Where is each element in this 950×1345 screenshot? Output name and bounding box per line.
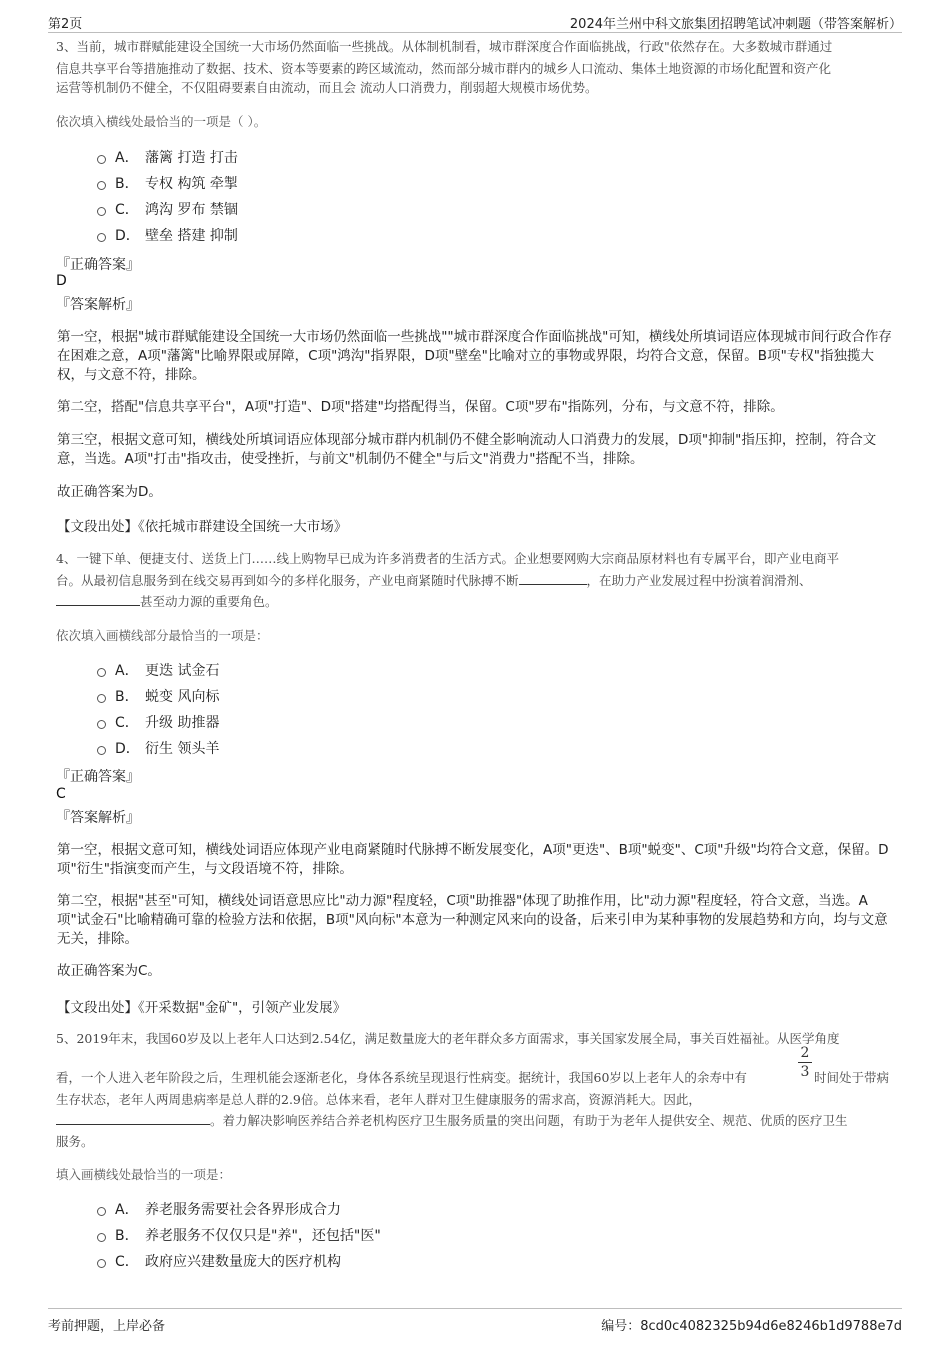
q3-stem-line2: 信息共享平台等措施推动了数据、技术、资本等要素的跨区域流动，然而部分城市群内的城乡人口流动、集体土地资源的市场化配置和资产化 — [56, 61, 832, 76]
q4-prompt: 依次填入画横线部分最恰当的一项是： — [56, 628, 269, 643]
q4-source: 【文段出处】《开采数据"金矿"，引领产业发展》 — [57, 1000, 347, 1016]
radio-icon[interactable] — [97, 233, 106, 242]
q3-answer-label: 『正确答案』 — [56, 257, 140, 273]
option-text: 壁垒 搭建 抑制 — [145, 228, 238, 244]
q3-analysis-para2: 第二空，搭配"信息共享平台"，A项"打造"、D项"搭建"均搭配得当，保留。C项"罗布"指陈列，分布，与文意不符，排除。 — [57, 399, 784, 415]
document-title: 2024年兰州中科文旅集团招聘笔试冲刺题（带答案解析） — [569, 17, 902, 32]
fraction-denominator: 3 — [800, 1064, 810, 1080]
q4-analysis-para1: 第一空，根据文意可知，横线处词语应体现产业电商紧随时代脉搏不断发展变化，A项"更迭"、B项"蜕变"、C项"升级"均符合文意，保留。D项"衍生"指演变而产生，与文段语境不符，排除。 — [57, 842, 889, 877]
q4-stem-line2 — [56, 570, 896, 592]
q3-option-d[interactable] — [97, 224, 238, 246]
option-text: 蜕变 风向标 — [145, 689, 220, 705]
q5-option-b[interactable] — [97, 1224, 381, 1246]
option-letter: B． — [115, 1228, 139, 1244]
radio-icon[interactable] — [97, 207, 106, 216]
q5-stem-line3: 生存状态，老年人两周患病率是总人群的2.9倍。总体来看，老年人群对卫生健康服务的需求高，资源消耗大。因此， — [56, 1092, 701, 1107]
option-letter: B． — [115, 689, 139, 705]
q3-prompt: 依次填入横线处最恰当的一项是（ ）。 — [56, 114, 267, 129]
option-letter: C． — [115, 202, 139, 218]
option-text: 鸿沟 罗布 禁锢 — [145, 202, 238, 218]
q4-answer-label: 『正确答案』 — [56, 769, 140, 785]
q5-prompt: 填入画横线处最恰当的一项是： — [56, 1167, 232, 1182]
fraction-bar — [798, 1062, 812, 1063]
radio-icon[interactable] — [97, 694, 106, 703]
q4-answer: C — [56, 786, 66, 802]
q3-analysis-para3: 第三空，根据文意可知，横线处所填词语应体现部分城市群内机制仍不健全影响流动人口消费力的发展，D项"抑制"指压抑，控制，符合文意，当选。A项"打击"指攻击，使受挫折，与前文"机制仍不健全"与后文"消费力"搭配不当，排除。 — [57, 432, 877, 467]
option-letter: D． — [115, 741, 140, 757]
fraction-numerator: 2 — [800, 1045, 810, 1061]
radio-icon[interactable] — [97, 720, 106, 729]
q5-option-c[interactable] — [97, 1250, 341, 1272]
q4-stem-text-b: ，在助力产业发展过程中扮演着润滑剂、 — [586, 573, 812, 588]
radio-icon[interactable] — [97, 181, 106, 190]
q4-blank-1 — [519, 570, 587, 585]
option-text: 养老服务需要社会各界形成合力 — [145, 1202, 341, 1218]
q5-option-a[interactable] — [97, 1198, 341, 1220]
q3-analysis-label: 『答案解析』 — [56, 297, 140, 313]
radio-icon[interactable] — [97, 1233, 106, 1242]
q4-stem-line1: 4、一键下单、便捷支付、送货上门……线上购物早已成为许多消费者的生活方式。企业想要网购大宗商品原材料也有专属平台，即产业电商平 — [56, 551, 839, 566]
q3-stem-line3: 运营等机制仍不健全，不仅阻碍要素自由流动，而且会 流动人口消费力，削弱超大规模市场优势。 — [56, 80, 598, 95]
option-text: 政府应兴建数量庞大的医疗机构 — [145, 1254, 341, 1270]
q4-analysis-conclusion: 故正确答案为C。 — [57, 963, 161, 979]
option-text: 专权 构筑 牵掣 — [145, 176, 238, 192]
option-letter: A． — [115, 1202, 139, 1218]
q5-stem-line1: 5、2019年末，我国60岁及以上老年人口达到2.54亿，满足数量庞大的老年群众多方面需求，事关国家发展全局，事关百姓福祉。从医学角度 — [56, 1031, 840, 1046]
q3-stem-line1: 3、当前，城市群赋能建设全国统一大市场仍然面临一些挑战。从体制机制看，城市群深度合作面临挑战，行政"依然存在。大多数城市群通过 — [56, 39, 833, 54]
q3-analysis-conclusion: 故正确答案为D。 — [57, 484, 162, 500]
q4-stem-text-a: 台。从最初信息服务到在线交易再到如今的多样化服务，产业电商紧随时代脉搏不断 — [56, 573, 519, 588]
option-letter: B． — [115, 176, 139, 192]
q3-analysis-para1: 第一空，根据"城市群赋能建设全国统一大市场仍然面临一些挑战""城市群深度合作面临挑战"可知，横线处所填词语应体现城市间行政合作存在困难之意，A项"藩篱"比喻界限或屏障，C项"鸿沟"指界限，D项"壁垒"比喻对立的事物或界限，均符合文意，保留。B项"专权"指独揽大权，与文意不符，排除。 — [57, 329, 892, 383]
footer-slogan: 考前押题，上岸必备 — [48, 1319, 166, 1334]
q4-blank-2 — [56, 591, 140, 606]
option-letter: D． — [115, 228, 140, 244]
q4-option-c[interactable] — [97, 711, 219, 733]
q5-stem-text: 。着力解决影响医养结合养老机构医疗卫生服务质量的突出问题，有助于为老年人提供安全、规范、优质的医疗卫生 — [210, 1113, 848, 1128]
radio-icon[interactable] — [97, 1259, 106, 1268]
q5-blank — [56, 1110, 210, 1125]
q4-stem-text-c: 甚至动力源的重要角色。 — [140, 594, 278, 609]
q3-answer: D — [56, 273, 67, 289]
page-number: 第2页 — [48, 17, 83, 32]
option-text: 更迭 试金石 — [145, 663, 220, 679]
q4-option-d[interactable] — [97, 737, 219, 759]
option-text: 养老服务不仅仅只是"养"，还包括"医" — [145, 1228, 381, 1244]
q3-option-a[interactable] — [97, 146, 238, 168]
q3-option-b[interactable] — [97, 172, 238, 194]
option-letter: C． — [115, 715, 139, 731]
radio-icon[interactable] — [97, 1207, 106, 1216]
q4-stem-line3 — [56, 591, 896, 613]
option-text: 衍生 领头羊 — [145, 741, 220, 757]
option-text: 升级 助推器 — [145, 715, 220, 731]
option-text: 藩篱 打造 打击 — [145, 150, 238, 166]
option-letter: C． — [115, 1254, 139, 1270]
radio-icon[interactable] — [97, 668, 106, 677]
q5-stem-line2a: 看，一个人进入老年阶段之后，生理机能会逐渐老化，身体各系统呈现退行性病变。据统计，我国60岁以上老年人的余寿中有 — [56, 1070, 747, 1085]
q4-analysis-para2: 第二空，根据"甚至"可知，横线处词语意思应比"动力源"程度轻，C项"助推器"体现了助推作用，比"动力源"程度轻，符合文意，当选。A项"试金石"比喻精确可靠的检验方法和依据，B项"风向标"本意为一种测定风来向的设备，后来引申为某种事物的发展趋势和方向，均与文意无关，排除。 — [57, 893, 888, 947]
page-header — [48, 10, 902, 33]
document-code — [601, 1315, 902, 1334]
code-label: 编号： — [601, 1319, 641, 1334]
q4-option-b[interactable] — [97, 685, 219, 707]
q4-analysis-label: 『答案解析』 — [56, 810, 140, 826]
q5-stem-line4 — [56, 1110, 896, 1132]
q5-fraction — [798, 1045, 812, 1080]
q5-stem-line5: 服务。 — [56, 1134, 94, 1149]
q3-option-c[interactable] — [97, 198, 238, 220]
code-value: 8cd0c4082325b94d6e8246b1d9788e7d — [640, 1319, 902, 1334]
page-footer — [48, 1308, 902, 1339]
option-letter: A． — [115, 663, 139, 679]
q5-stem-line2b: 时间处于带病 — [814, 1070, 890, 1085]
q4-option-a[interactable] — [97, 659, 219, 681]
radio-icon[interactable] — [97, 155, 106, 164]
option-letter: A． — [115, 150, 139, 166]
q3-source: 【文段出处】《依托城市群建设全国统一大市场》 — [57, 519, 348, 535]
radio-icon[interactable] — [97, 746, 106, 755]
